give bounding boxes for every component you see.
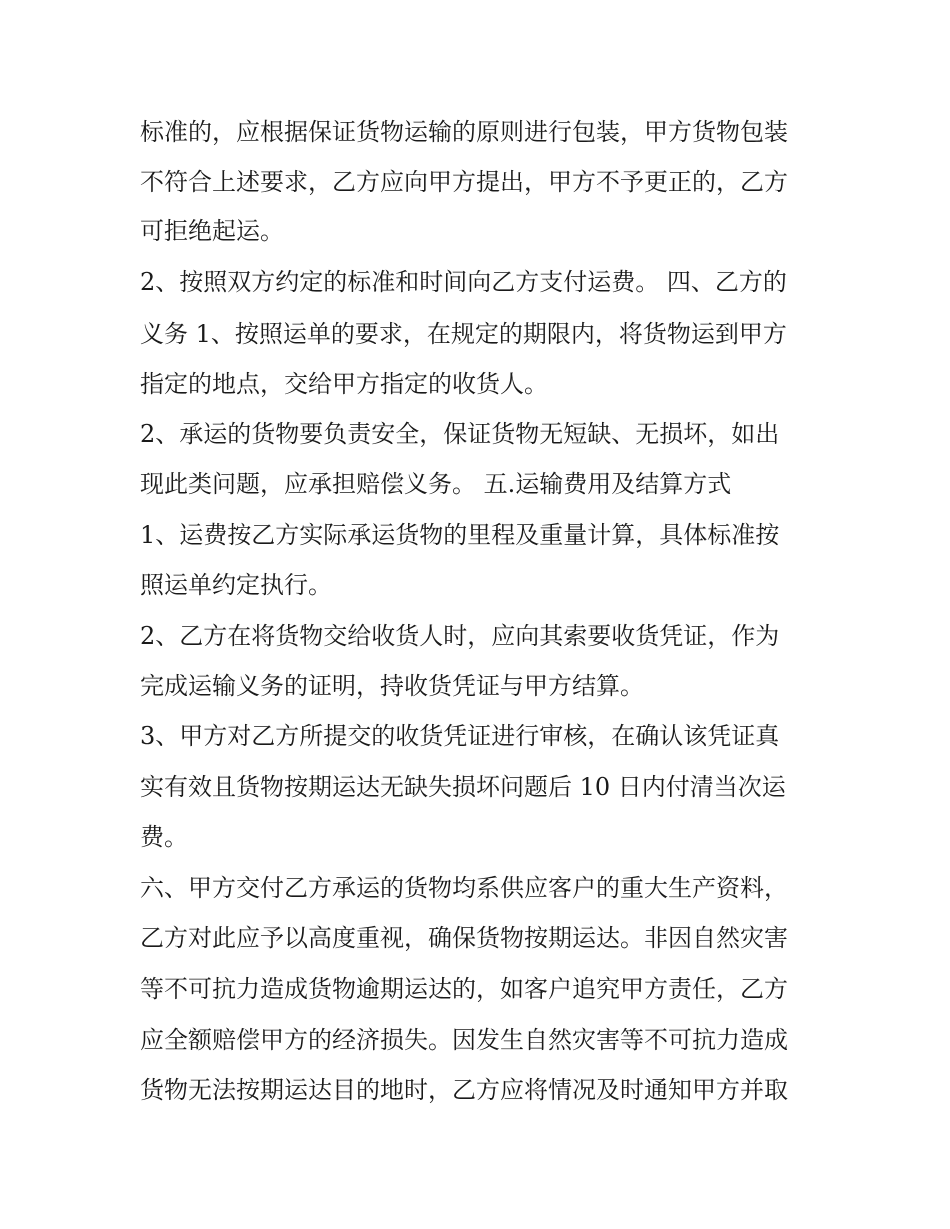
text-line: 2、承运的货物要负责安全，保证货物无短缺、无损坏，如出 bbox=[140, 420, 780, 448]
text-line: 乙方对此应予以高度重视，确保货物按期运达。非因自然灾害 bbox=[140, 924, 788, 952]
text-line: 应全额赔偿甲方的经济损失。因发生自然灾害等不可抗力造成 bbox=[140, 1026, 788, 1054]
text-line: 2、乙方在将货物交给收货人时，应向其索要收货凭证，作为 bbox=[140, 622, 780, 650]
text-line: 可拒绝起运。 bbox=[140, 217, 284, 245]
text-line: 1、运费按乙方实际承运货物的里程及重量计算，具体标准按 bbox=[140, 521, 780, 549]
text-line: 六、甲方交付乙方承运的货物均系供应客户的重大生产资料， bbox=[140, 874, 788, 902]
text-line: 指定的地点，交给甲方指定的收货人。 bbox=[140, 370, 548, 398]
text-line: 3、甲方对乙方所提交的收货凭证进行审核，在确认该凭证真 bbox=[140, 722, 780, 750]
text-line: 标准的，应根据保证货物运输的原则进行包装，甲方货物包装 bbox=[140, 118, 788, 146]
text-line: 2、按照双方约定的标准和时间向乙方支付运费。 四、乙方的 bbox=[140, 268, 787, 296]
text-line: 照运单约定执行。 bbox=[140, 571, 332, 599]
text-line: 实有效且货物按期运达无缺失损坏问题后 10 日内付清当次运 bbox=[140, 773, 786, 801]
text-line: 费。 bbox=[140, 823, 188, 851]
text-line: 等不可抗力造成货物逾期运达的，如客户追究甲方责任，乙方 bbox=[140, 975, 788, 1003]
text-line: 现此类问题，应承担赔偿义务。 五.运输费用及结算方式 bbox=[140, 470, 732, 498]
text-line: 义务 1、按照运单的要求，在规定的期限内，将货物运到甲方 bbox=[140, 320, 787, 348]
text-line: 货物无法按期运达目的地时，乙方应将情况及时通知甲方并取 bbox=[140, 1076, 788, 1104]
text-line: 完成运输义务的证明，持收货凭证与甲方结算。 bbox=[140, 672, 644, 700]
text-line: 不符合上述要求，乙方应向甲方提出，甲方不予更正的，乙方 bbox=[140, 168, 788, 196]
